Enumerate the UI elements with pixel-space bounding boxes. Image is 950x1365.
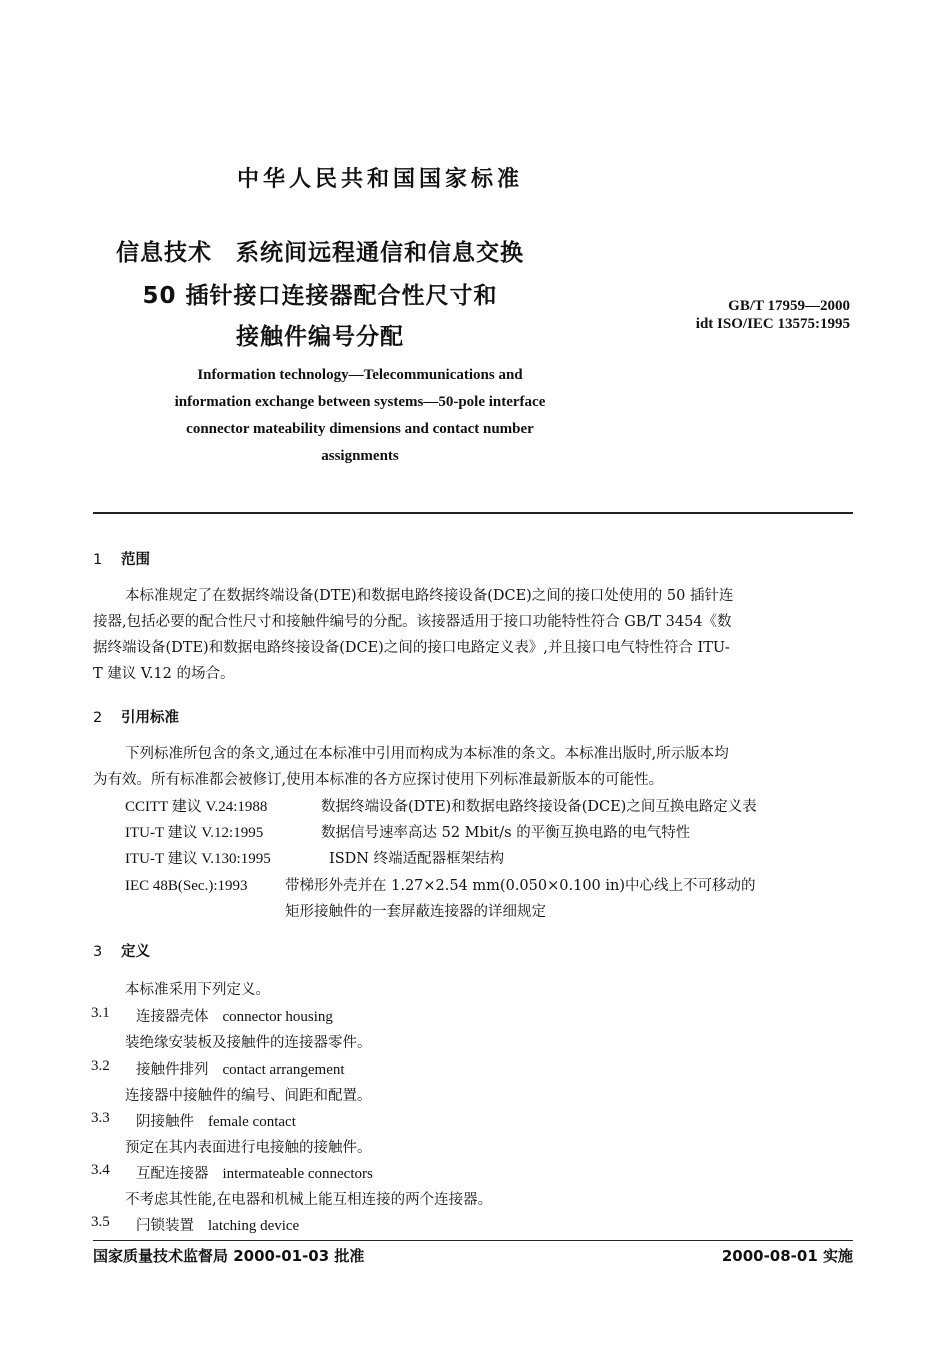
definition-term-cn: 阴接触件: [136, 1114, 194, 1130]
reference-code: IEC 48B(Sec.):1993: [125, 878, 248, 894]
definition-term: [136, 1058, 345, 1079]
section-title: 范围: [121, 552, 150, 568]
implementation-date: 2000-08-01 实施: [721, 1247, 853, 1265]
header-divider: [93, 512, 853, 514]
scope-line-3: 据终端设备(DTE)和数据电路终接设备(DCE)之间的接口电路定义表》,并且接口电气特性符合 ITU-: [93, 640, 730, 656]
section-number: 3: [93, 944, 103, 960]
reference-code: ITU-T 建议 V.130:1995: [125, 851, 271, 867]
reference-code: ITU-T 建议 V.12:1995: [125, 825, 264, 841]
definition-number: 3.5: [91, 1214, 110, 1230]
en-title-line-3: connector mateability dimensions and contact number: [186, 421, 534, 437]
definition-term-en: female contact: [208, 1114, 296, 1130]
definition-term-en: intermateable connectors: [222, 1166, 373, 1182]
definition-term-en: contact arrangement: [222, 1062, 345, 1078]
defs-intro: 本标准采用下列定义。: [125, 982, 270, 998]
section-title: 引用标准: [121, 710, 179, 726]
reference-desc: 数据信号速率高达 52 Mbit/s 的平衡互换电路的电气特性: [321, 825, 691, 841]
definition-term: [136, 1110, 296, 1131]
cn-title-line-1: 信息技术 系统间远程通信和信息交换: [116, 240, 524, 266]
definition-desc: 预定在其内表面进行电接触的接触件。: [125, 1140, 372, 1156]
definition-term-cn: 连接器壳体: [136, 1009, 209, 1025]
reference-item: [125, 821, 690, 842]
reference-item: [125, 795, 757, 816]
scope-line-1: 本标准规定了在数据终端设备(DTE)和数据电路终接设备(DCE)之间的接口处使用的 50 插针连: [125, 588, 734, 604]
en-title-line-4: assignments: [321, 448, 399, 464]
section-number: 1: [93, 552, 103, 568]
definition-term-cn: 互配连接器: [136, 1166, 209, 1182]
definition-term-cn: 闩锁装置: [136, 1218, 194, 1234]
en-title-line-2: information exchange between systems—50-pole interface: [174, 394, 546, 410]
reference-item: [125, 847, 504, 868]
section-1-heading: [93, 548, 150, 569]
standard-idt: idt ISO/IEC 13575:1995: [695, 316, 850, 332]
definition-number: 3.4: [91, 1162, 110, 1178]
reference-code: CCITT 建议 V.24:1988: [125, 799, 268, 815]
definition-desc: 不考虑其性能,在电器和机械上能互相连接的两个连接器。: [125, 1192, 493, 1208]
reference-desc-continued: 矩形接触件的一套屏蔽连接器的详细规定: [285, 904, 546, 920]
definition-desc: 装绝缘安装板及接触件的连接器零件。: [125, 1035, 372, 1051]
refs-line-1: 下列标准所包含的条文,通过在本标准中引用而构成为本标准的条文。本标准出版时,所示版本均: [125, 746, 729, 762]
scope-line-4: T 建议 V.12 的场合。: [93, 666, 235, 682]
national-standard-title: 中华人民共和国国家标准: [236, 167, 523, 192]
section-title: 定义: [121, 944, 150, 960]
definition-number: 3.1: [91, 1005, 110, 1021]
definition-term-cn: 接触件排列: [136, 1062, 209, 1078]
en-title-line-1: Information technology—Telecommunications and: [197, 367, 523, 383]
definition-term-en: connector housing: [222, 1009, 333, 1025]
cn-title-line-2: 50 插针接口连接器配合性尺寸和: [142, 283, 498, 309]
definition-number: 3.2: [91, 1058, 110, 1074]
definition-term: [136, 1162, 373, 1183]
reference-item: [125, 874, 756, 895]
definition-desc: 连接器中接触件的编号、间距和配置。: [125, 1088, 372, 1104]
section-3-heading: [93, 940, 150, 961]
definition-term: [136, 1005, 333, 1026]
reference-desc: ISDN 终端适配器框架结构: [329, 851, 505, 867]
definition-number: 3.3: [91, 1110, 110, 1126]
definition-term: [136, 1214, 299, 1235]
approval-date: 国家质量技术监督局 2000-01-03 批准: [93, 1247, 365, 1265]
refs-line-2: 为有效。所有标准都会被修订,使用本标准的各方应探讨使用下列标准最新版本的可能性。: [93, 772, 664, 788]
section-2-heading: [93, 706, 179, 727]
scope-line-2: 接器,包括必要的配合性尺寸和接触件编号的分配。该接器适用于接口功能特性符合 GB/T 3454《数: [93, 614, 732, 630]
reference-desc: 带梯形外壳并在 1.27×2.54 mm(0.050×0.100 in)中心线上不可移动的: [285, 878, 756, 894]
cn-title-line-3: 接触件编号分配: [236, 324, 404, 350]
footer-divider: [93, 1240, 853, 1241]
definition-term-en: latching device: [208, 1218, 300, 1234]
section-number: 2: [93, 710, 103, 726]
standard-number: GB/T 17959—2000: [728, 298, 850, 314]
reference-desc: 数据终端设备(DTE)和数据电路终接设备(DCE)之间互换电路定义表: [321, 799, 757, 815]
